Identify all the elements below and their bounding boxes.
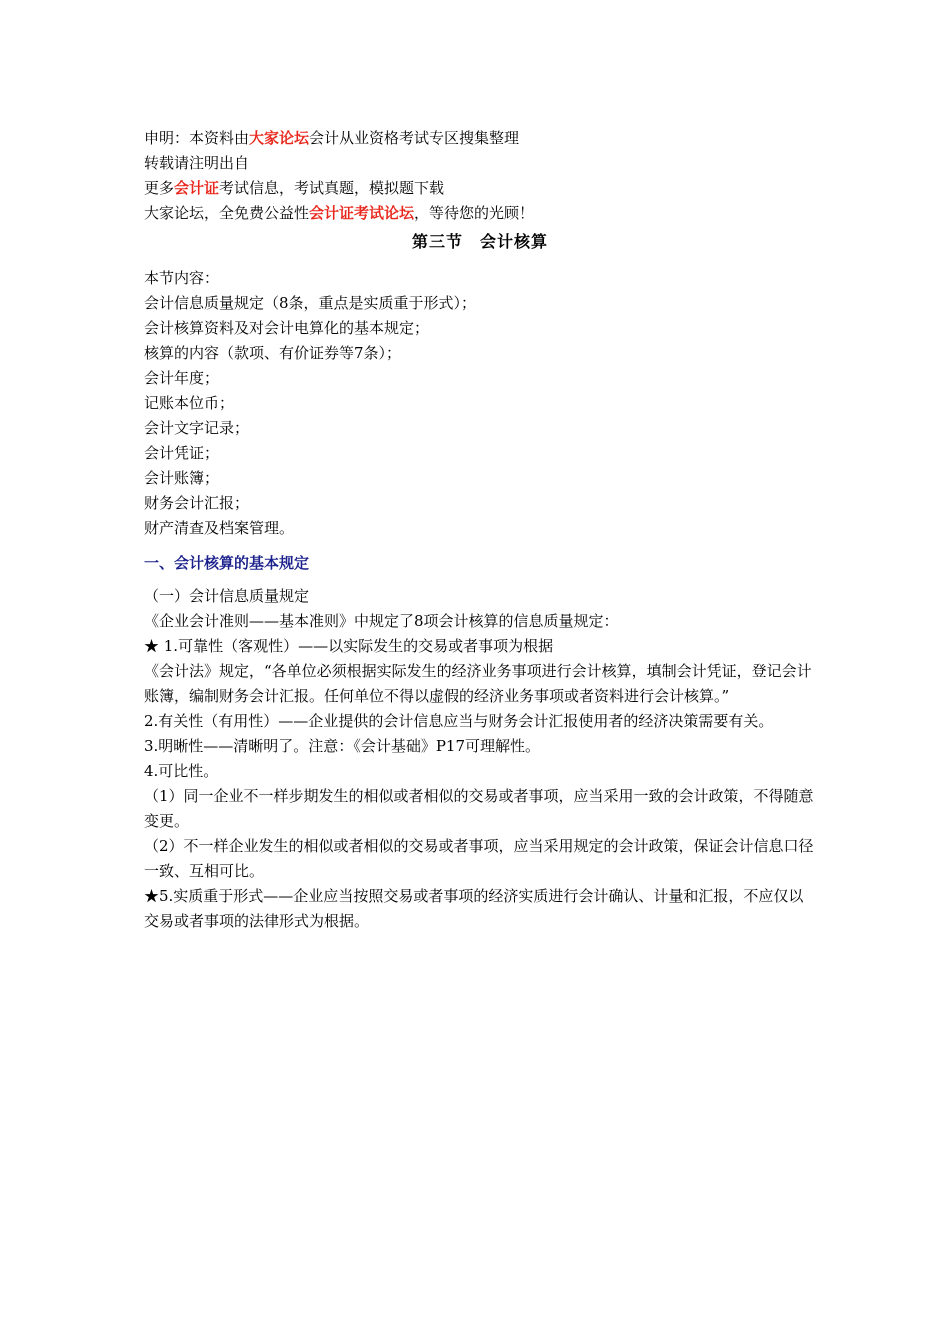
more-info-text-end: 考试信息，考试真题，模拟题下载 [219, 179, 445, 197]
body-paragraph: 3.明晰性——清晰明了。注意：《会计基础》P17可理解性。 [144, 737, 540, 755]
contents-line: 会计年度； [144, 369, 220, 387]
disclaimer-text-end: 会计从业资格考试专区搜集整理 [309, 129, 520, 147]
more-info-text: 更多 [144, 179, 175, 197]
disclaimer-line [144, 126, 816, 151]
contents-line: 财产清查及档案管理。 [144, 519, 295, 537]
body-paragraph: 2.有关性（有用性）——企业提供的会计信息应当与财务会计汇报使用者的经济决策需要有关。 [144, 712, 774, 730]
body-paragraph: ★5.实质重于形式——企业应当按照交易或者事项的经济实质进行会计确认、计量和汇报，不应仅以交易或者事项的法律形式为根据。 [144, 887, 804, 930]
contents-line: 核算的内容（款项、有价证券等7条）； [144, 344, 402, 362]
more-info-line [144, 176, 816, 201]
section-body [144, 584, 816, 934]
body-paragraph: 《会计法》规定，“各单位必须根据实际发生的经济业务事项进行会计核算，填制会计凭证，登记会计账簿，编制财务会计汇报。任何单位不得以虚假的经济业务事项或者资料进行会计核算。” [144, 662, 812, 705]
contents-line: 会计信息质量规定（8条，重点是实质重于形式）； [144, 294, 477, 312]
contents-line: 会计文字记录； [144, 419, 250, 437]
forum-link[interactable]: 大家论坛 [249, 129, 310, 147]
forum-promo-line [144, 201, 816, 226]
body-paragraph: 《企业会计准则——基本准则》中规定了8项会计核算的信息质量规定： [144, 612, 619, 630]
forum-promo-text-end: ，等待您的光顾！ [414, 204, 535, 222]
body-paragraph: （1）同一企业不一样步期发生的相似或者相似的交易或者事项，应当采用一致的会计政策，不得随意变更。 [144, 787, 814, 830]
body-paragraph: ★ 1.可靠性（客观性）——以实际发生的交易或者事项为根据 [144, 637, 554, 655]
body-paragraph: 4.可比性。 [144, 762, 219, 780]
forum-promo-text: 大家论坛，全免费公益性 [144, 204, 310, 222]
cert-forum-link[interactable]: 会计证考试论坛 [309, 204, 415, 222]
disclaimer-text: 申明：本资料由 [144, 129, 250, 147]
section-title: 第三节 会计核算 [411, 232, 548, 251]
section-heading: 一、会计核算的基本规定 [144, 554, 310, 572]
body-paragraph: （一）会计信息质量规定 [144, 587, 310, 605]
contents-line: 财务会计汇报； [144, 494, 250, 512]
body-paragraph: （2）不一样企业发生的相似或者相似的交易或者事项，应当采用规定的会计政策，保证会计信息口径一致、互相可比。 [144, 837, 814, 880]
contents-line: 会计凭证； [144, 444, 220, 462]
document-page [144, 126, 816, 934]
contents-line: 会计核算资料及对会计电算化的基本规定； [144, 319, 430, 337]
accounting-cert-link[interactable]: 会计证 [174, 179, 220, 197]
contents-line: 记账本位币； [144, 394, 235, 412]
section-contents-list [144, 266, 816, 541]
repost-notice: 转载请注明出自 [144, 154, 250, 172]
contents-line: 会计账簿； [144, 469, 220, 487]
contents-line: 本节内容： [144, 269, 220, 287]
